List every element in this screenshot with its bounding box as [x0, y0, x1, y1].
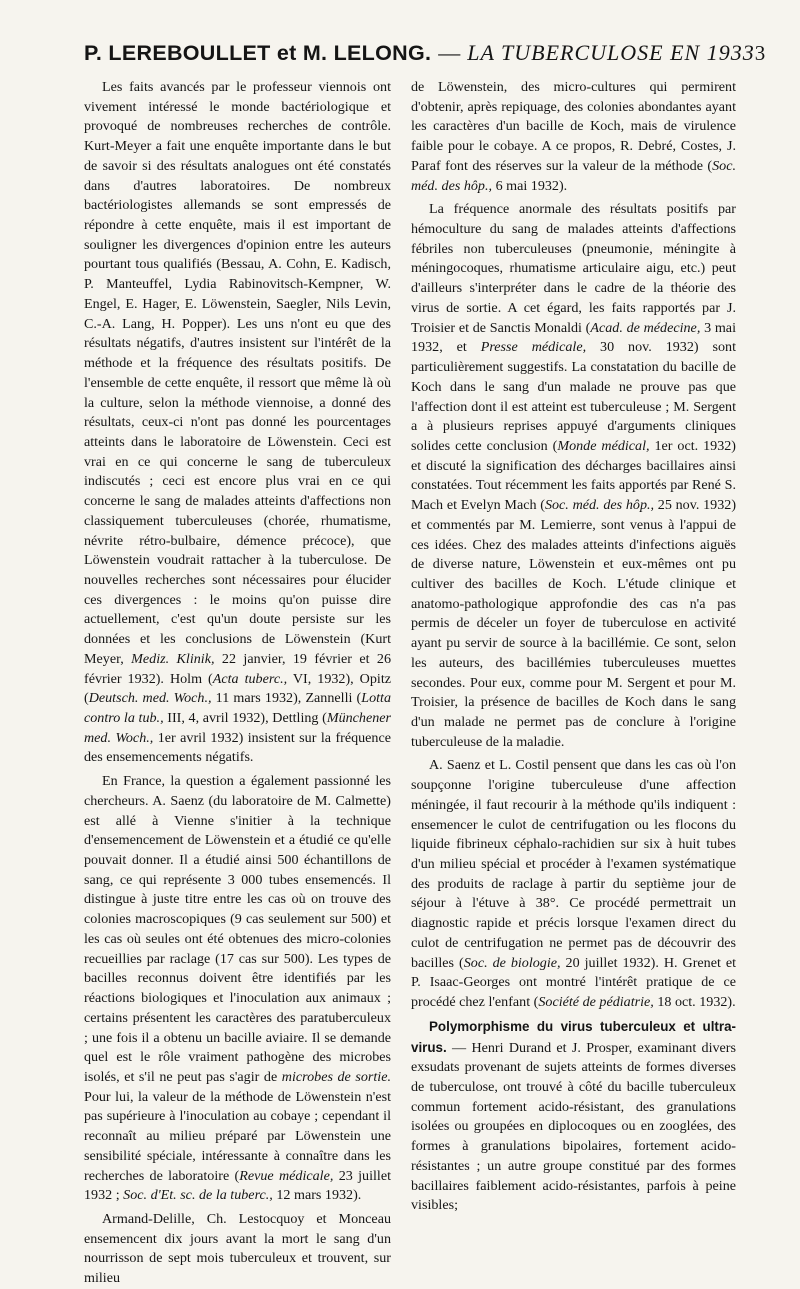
- page-number: 3: [754, 41, 766, 65]
- paragraph: La fréquence anormale des résultats positifs par hémoculture du sang de malades atteints d'affections fébriles non tuberculeuses (pneumonie, méningite à méningocoques, rhumatisme articulaire aigu, etc.) peut d'ailleurs s'interpréter dans le cadre de la théorie des virus de sortie. A cet égard, les faits rapportés par J. Troisier et de Sanctis Monaldi (Acad. de médecine, 3 mai 1932, et Presse médicale, 30 nov. 1932) sont particulièrement suggestifs. La constatation du bacille de Koch dans le sang d'un malade ne prouve pas que l'affection dont il est atteint est tuberculeuse ; M. Sergent a à plusieurs reprises appuyé d'arguments cliniques solides cette conclusion (Monde médical, 1er oct. 1932) et discuté la signification des décharges bacillaires ainsi constatées. Tout récemment les faits apportés par René S. Mach et Evelyn Mach (Soc. méd. des hôp., 25 nov. 1932) et commentés par M. Lemierre, sont venus à l'appui de ces idées. Chez des malades atteints d'infections aiguës de diverse nature, Löwenstein et eux-mêmes ont pu cultiver des bacilles de Koch. L'étude clinique et anatomo-pathologique approfondie des cas n'a pas permis de déceler un foyer de tuberculose en activité ayant pu servir de source à la bacillémie. Ce sont, selon les auteurs, des bacillémies tuberculeuses muettes secondes. Pour eux, comme pour M. Sergent et pour M. Troisier, la présence de bacilles de Koch dans le sang d'un malade ne permet pas de conclure à l'origine tuberculeuse de la maladie.: [411, 201, 737, 750]
- paragraph: A. Saenz et L. Costil pensent que dans les cas où l'on soupçonne l'origine tuberculeuse d'une affection méningée, il faut recourir à la méthode qu'ils indiquent : ensemencer le culot de centrifugation ou les flocons du liquide fibrineux céphalo-rachidien sur six à huit tubes d'un milieu spécial et procéder à l'examen systématique des produits de raclage à partir du septième jour de séjour à l'étuve à 38°. Ce procédé permettrait un diagnostic rapide et précis lorsque l'examen direct du culot de centrifugation ne permet pas de découvrir des bacilles (Soc. de biologie, 20 juillet 1932). H. Grenet et P. Isaac-Georges ont montré l'intérêt pratique de ce procédé chez l'enfant (Société de pédiatrie, 18 oct. 1932).: [411, 757, 737, 1011]
- paragraph: de Löwenstein, des micro-cultures qui permirent d'obtenir, après repiquage, des colonies abondantes ayant les caractères d'un bacille de Koch, mais de virulence faible pour le cobaye. A ce propos, R. Debré, Costes, J. Paraf font des réserves sur la valeur de la méthode (Soc. méd. des hôp., 6 mai 1932).: [411, 79, 736, 194]
- paragraph: Armand-Delille, Ch. Lestocquoy et Monceau ensemencent dix jours avant la mort le sang d'un nourrisson de sept mois tuberculeux et trouvent, sur milieu: [84, 1210, 391, 1287]
- header-authors: P. LEREBOULLET et M. LELONG.: [84, 41, 432, 65]
- header-dash: —: [438, 40, 461, 65]
- right-column: [411, 78, 736, 1216]
- section-heading: Polymorphisme du virus tuberculeux et ultra-virus.: [411, 1018, 736, 1055]
- paragraph: En France, la question a également passionné les chercheurs. A. Saenz (du laboratoire de M. Calmette) est allé à Vienne s'initier à la technique d'ensemencement de Löwenstein et a étudié ce qu'elle pouvait donner. Il a étudié ainsi 500 échantillons de sang, ce qui représente 3 000 tubes ensemencés. Il distingue à juste titre entre les cas où on trouve des colonies macroscopiques (9 cas seulement sur 500) et les cas où seules ont été obtenues des micro-colonies recueillies par raclage (17 cas sur 500). Les types de bacilles reconnus doivent être identifiés par les réactions biologiques et l'inoculation aux animaux ; certains présentent les caractères des paratuberculeux ; une fois il a obtenu un bacille aviaire. Il se demande quel est le rôle vraiment pathogène des microbes isolés, et s'il ne peut pas s'agir de microbes de sortie. Pour lui, la valeur de la méthode de Löwenstein n'est pas supérieure à l'inoculation au cobaye ; cependant il reconnaît au milieu préparé par Löwenstein une sensibilité spéciale, intéressante à connaître dans les recherches de laboratoire (Revue médicale, 23 juillet 1932 ; Soc. d'Et. sc. de la tuberc., 12 mars 1932).: [84, 773, 392, 1204]
- left-column: [84, 78, 391, 1289]
- paragraph: Polymorphisme du virus tuberculeux et ultra-virus. — Henri Durand et J. Prosper, examinant divers exsudats provenant de sujets atteints de formes diverses de tuberculose, ont trouvé à côté du bacille tuberculeux commun fortement acido-résistant, des granulations isolées ou groupées en diplocoques ou en zooglées, des formes à granulations bipolaires, fortement acido-résistantes ; un autre groupe constitué par des formes bacillaires faiblement acido-résistantes, parfois à peine visibles;: [411, 1018, 736, 1214]
- running-header: [84, 40, 766, 66]
- paragraph: Les faits avancés par le professeur viennois ont vivement intéressé le monde bactériologique et provoqué de nombreuses recherches de contrôle. Kurt-Meyer a fait une enquête importante dans le but de savoir si des résultats analogues ont été constatés dans d'autres laboratoires. De nombreux bactériologistes allemands se sont empressés de répondre à cette enquête, mais il est important de souligner les divergences d'opinion entre les auteurs pourtant tous qualifiés (Bessau, A. Cohn, E. Kadisch, P. Manteuffel, Lydia Rabinovitsch-Kempner, W. Engel, E. Hager, E. Löwenstein, Saegler, Nils Levin, C.-A. Lang, H. Popper). Les uns n'ont eu que des résultats négatifs, d'autres insistent sur l'intérêt de la méthode et la fréquence des résultats positifs. De l'ensemble de cette enquête, il ressort que même là où la culture, selon la méthode viennoise, a donné des résultats, ceux-ci n'ont pas donné les pourcentages atteints dans le laboratoire de Löwenstein. Ceci est vrai en ce qui concerne le sang de tuberculeux indiscutés ; ceci est encore plus vrai en ce qui concerne le sang de malades atteints d'affections non classiquement tuberculeuses (chorée, rhumatisme, névrite rétro-bulbaire, démence précoce), que Löwenstein voudrait rattacher à la tuberculose. De nouvelles recherches sont nécessaires pour élucider ces divergences : le moins qu'on puisse dire actuellement, c'est qu'un doute persiste sur les données et les conclusions de Löwenstein (Kurt Meyer, Mediz. Klinik, 22 janvier, 19 février et 26 février 1932). Holm (Acta tuberc., VI, 1932), Opitz (Deutsch. med. Woch., 11 mars 1932), Zannelli (Lotta contro la tub., III, 4, avril 1932), Dettling (Münchener med. Woch., 1er avril 1932) insistent sur la fréquence des ensemencements négatifs.: [84, 79, 392, 766]
- header-title: LA TUBERCULOSE EN 1933: [467, 40, 755, 65]
